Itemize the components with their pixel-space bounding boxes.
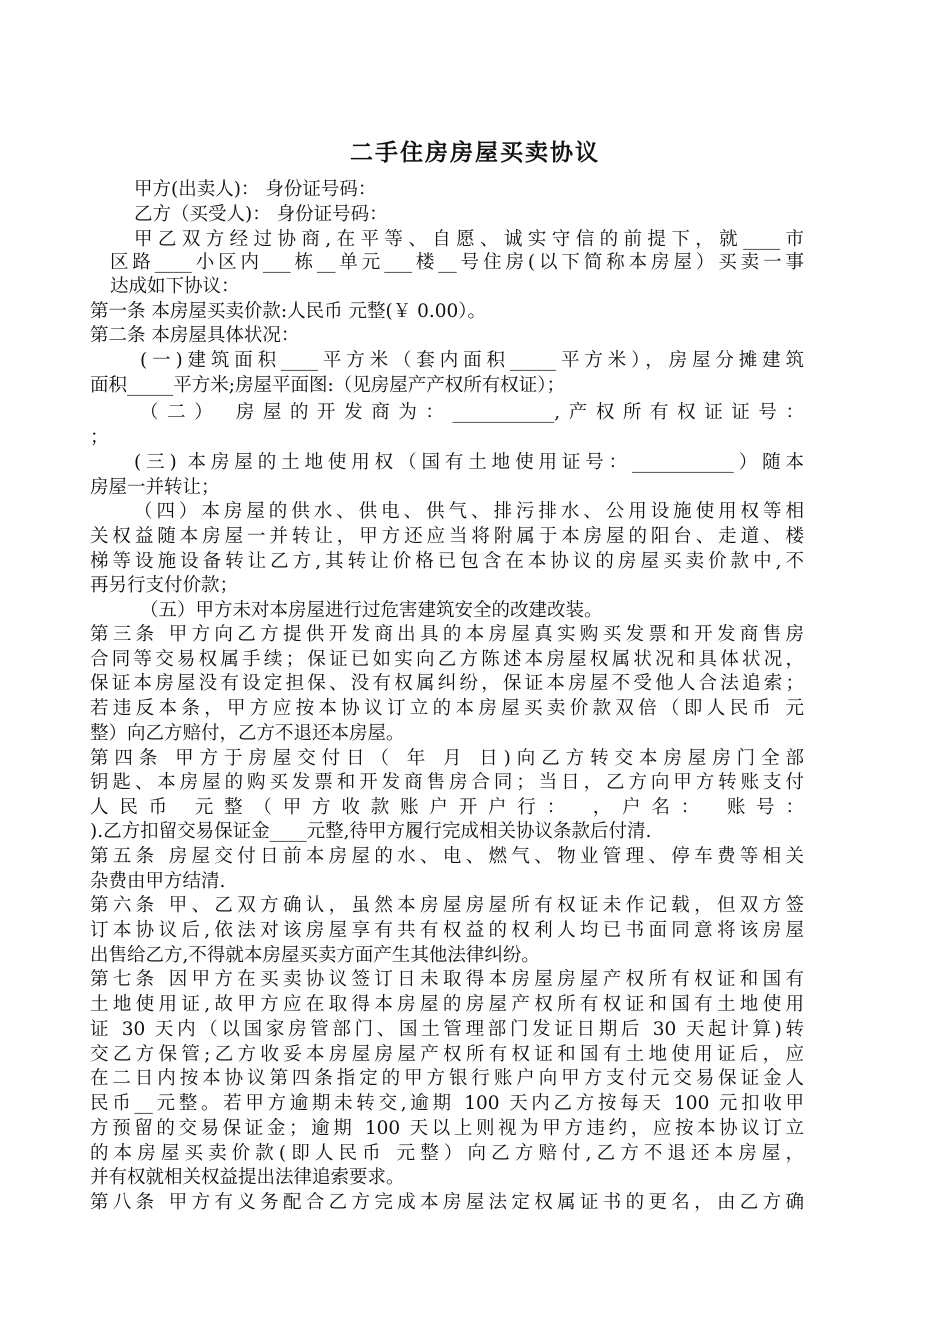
text-line: 交乙方保管;乙方收妥本房屋房屋产权所有权证和国有土地使用证后，应 [90,1044,804,1065]
text-line: 保证本房屋没有设定担保、没有权属纠纷，保证本房屋不受他人合法追索； [90,673,804,694]
text-line: 甲乙双方经过协商,在平等、自愿、诚实守信的前提下，就____市 [134,229,804,250]
text-line: 杂费由甲方结清. [90,871,226,892]
text-line: 面积_____平方米;房屋平面图:（见房屋产产权所有权证）； [90,375,565,396]
text-line: 的本房屋买卖价款(即人民币 元整）向乙方赔付,乙方不退还本房屋， [90,1143,804,1164]
text-line: 钥匙、本房屋的购买发票和开发商售房合同；当日，乙方向甲方转账支付 [90,772,804,793]
text-line: 出售给乙方,不得就本房屋买卖方面产生其他法律纠纷。 [90,945,540,966]
text-line: 第四条 甲方于房屋交付日（ 年 月 日)向乙方转交本房屋房门全部 [90,748,804,769]
text-line: 整）向乙方赔付，乙方不退还本房屋。 [90,723,405,744]
text-line: 第六条 甲、乙双方确认，虽然本房屋房屋所有权证未作记载，但双方签 [90,895,804,916]
text-line: 并有权就相关权益提出法律追索要求。 [90,1167,405,1188]
text-line: （五）甲方未对本房屋进行过危害建筑安全的改建改装。 [140,600,603,621]
text-line: 第三条 甲方向乙方提供开发商出具的本房屋真实购买发票和开发商售房 [90,624,804,645]
text-line: 乙方（买受人)： 身份证号码： [134,204,388,225]
text-line: 第七条 因甲方在买卖协议签订日未取得本房屋房屋产权所有权证和国有 [90,969,804,990]
text-line: 梯等设施设备转让乙方,其转让价格已包含在本协议的房屋买卖价款中,不 [90,551,804,572]
text-line: 第一条 本房屋买卖价款:人民币 元整(￥ 0.00）。 [90,301,487,322]
text-line: 订本协议后,依法对该房屋享有共有权益的权利人均已书面同意将该房屋 [90,920,804,941]
text-line: 人民币 元整（甲方收款账户开户行： ，户名： 账号： [90,797,804,818]
text-line: 民币__元整。若甲方逾期未转交,逾期 100 天内乙方按每天 100 元扣收甲 [90,1093,804,1114]
text-line: 合同等交易权属手续；保证已如实向乙方陈述本房屋权属状况和具体状况， [90,649,804,670]
text-line: (一)建筑面积____平方米（套内面积_____平方米），房屋分摊建筑 [140,350,804,371]
text-line: 证 30 天内（以国家房管部门、国土管理部门发证日期后 30 天起计算)转 [90,1019,804,1040]
text-line: 达成如下协议： [110,276,240,297]
text-line: 区路____小区内___栋__单元___楼__号住房(以下简称本房屋）买卖一事 [110,252,804,273]
text-line: 关权益随本房屋一并转让，甲方还应当将附属于本房屋的阳台、走道、楼 [90,526,804,547]
text-line: (三) 本房屋的土地使用权（国有土地使用证号：___________）随本 [134,452,804,473]
text-line: （二） 房屋的开发商为：___________,产权所有权证证号： [140,402,804,423]
text-line: 土地使用证,故甲方应在取得本房屋的房屋产权所有权证和国有土地使用 [90,994,804,1015]
text-line: ； [90,427,109,448]
text-line: 第二条 本房屋具体状况： [90,325,300,346]
text-line: 若违反本条，甲方应按本协议订立的本房屋买卖价款双倍（即人民币 元 [90,698,804,719]
text-line: 第八条 甲方有义务配合乙方完成本房屋法定权属证书的更名，由乙方确 [90,1192,804,1213]
text-line: 第五条 房屋交付日前本房屋的水、电、燃气、物业管理、停车费等相关 [90,846,804,867]
text-line: 在二日内按本协议第四条指定的甲方银行账户向甲方支付元交易保证金人 [90,1068,804,1089]
page-title: 二手住房房屋买卖协议 [350,139,600,166]
text-line: 房屋一并转让； [90,477,220,498]
text-line: 再另行支付价款； [90,575,239,596]
text-line: （四）本房屋的供水、供电、供气、排污排水、公用设施使用权等相 [134,501,804,522]
text-line: 方预留的交易保证金；逾期 100 天以上则视为甲方违约，应按本协议订立 [90,1118,804,1139]
text-line: ).乙方扣留交易保证金____元整,待甲方履行完成相关协议条款后付清. [90,821,652,842]
text-line: 甲方(出卖人)： 身份证号码： [134,179,377,200]
